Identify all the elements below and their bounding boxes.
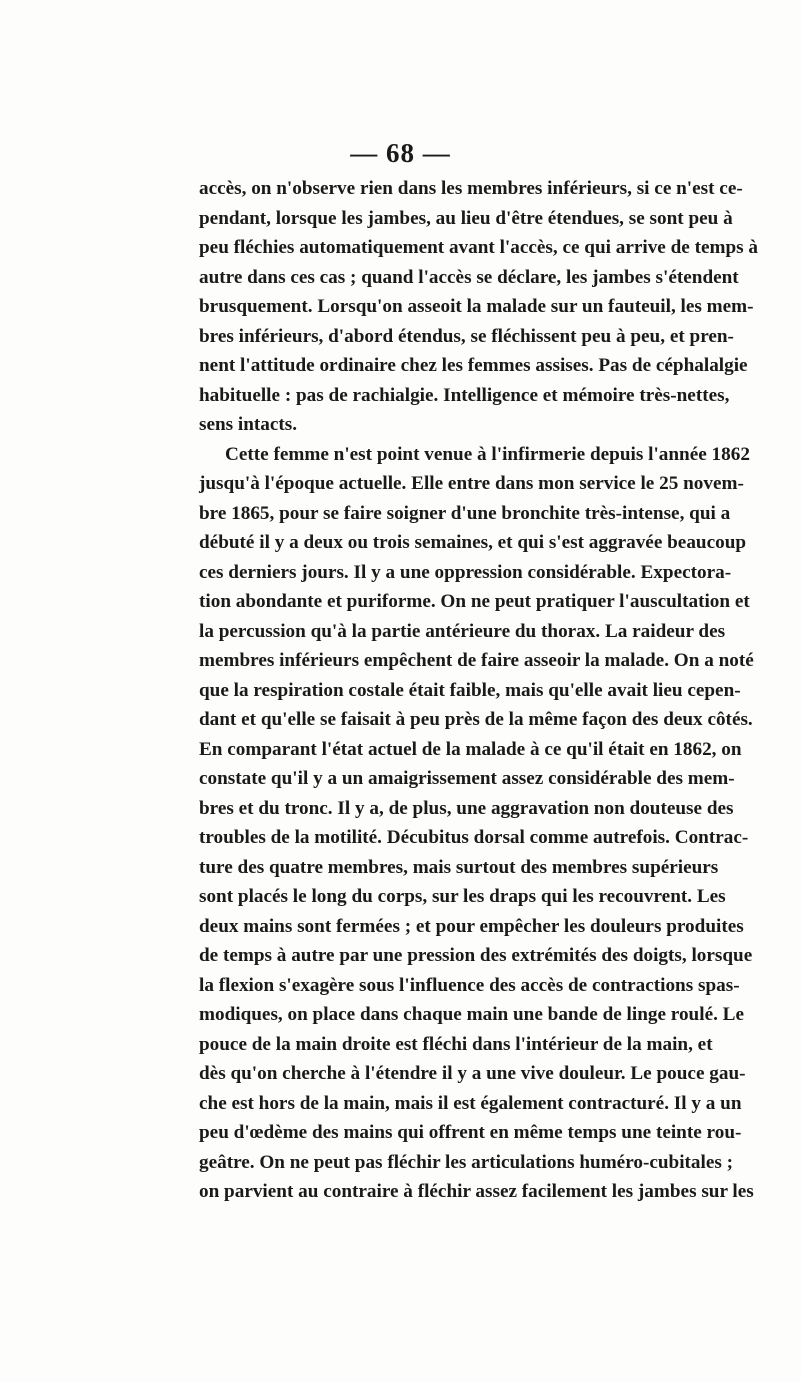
text-line: modiques, on place dans chaque main une bande de linge roulé. Le — [199, 1004, 744, 1025]
text-line: habituelle : pas de rachialgie. Intelligence et mémoire très-nettes, — [199, 384, 730, 406]
text-line: la flexion s'exagère sous l'influence des accès de contractions spas- — [199, 974, 740, 996]
text-line: ces derniers jours. Il y a une oppression considérable. Expectora- — [199, 561, 732, 583]
text-line: bre 1865, pour se faire soigner d'une bronchite très-intense, qui a — [199, 502, 731, 524]
text-line: constate qu'il y a un amaigrissement assez considérable des mem- — [199, 768, 735, 789]
text-line: brusquement. Lorsqu'on asseoit la malade sur un fauteuil, les mem- — [199, 296, 754, 317]
text-line: accès, on n'observe rien dans les membres inférieurs, si ce n'est ce- — [199, 178, 743, 199]
text-line: pendant, lorsque les jambes, au lieu d'être étendues, se sont peu à — [199, 207, 733, 229]
text-line: Cette femme n'est point venue à l'infirmerie depuis l'année 1862 — [225, 443, 750, 465]
text-line: En comparant l'état actuel de la malade à ce qu'il était en 1862, on — [199, 738, 742, 760]
text-line: que la respiration costale était faible, mais qu'elle avait lieu cepen- — [199, 679, 741, 701]
text-line: nent l'attitude ordinaire chez les femmes assises. Pas de céphalalgie — [199, 355, 748, 376]
text-line: dès qu'on cherche à l'étendre il y a une vive douleur. Le pouce gau- — [199, 1063, 746, 1084]
text-line: la percussion qu'à la partie antérieure du thorax. La raideur des — [199, 620, 726, 642]
text-line: ture des quatre membres, mais surtout des membres supérieurs — [199, 856, 719, 878]
text-line: sont placés le long du corps, sur les draps qui les recouvrent. Les — [199, 886, 726, 907]
text-line: deux mains sont fermées ; et pour empêcher les douleurs produites — [199, 915, 744, 937]
text-line: membres inférieurs empêchent de faire asseoir la malade. On a noté — [199, 650, 754, 671]
text-line: che est hors de la main, mais il est également contracturé. Il y a un — [199, 1092, 742, 1114]
text-line: dant et qu'elle se faisait à peu près de la même façon des deux côtés. — [199, 709, 753, 730]
body-text — [199, 174, 759, 1207]
text-line: de temps à autre par une pression des extrémités des doigts, lorsque — [199, 945, 753, 966]
text-line: peu fléchies automatiquement avant l'accès, ce qui arrive de temps à — [199, 237, 759, 258]
text-line: peu d'œdème des mains qui offrent en même temps une teinte rou- — [199, 1122, 742, 1143]
text-line: tion abondante et puriforme. On ne peut pratiquer l'auscultation et — [199, 591, 750, 612]
page-number: — 68 — — [350, 138, 451, 168]
text-line: autre dans ces cas ; quand l'accès se déclare, les jambes s'étendent — [199, 266, 739, 288]
text-line: troubles de la motilité. Décubitus dorsal comme autrefois. Contrac- — [199, 827, 749, 848]
text-line: geâtre. On ne peut pas fléchir les articulations huméro-cubitales ; — [199, 1151, 734, 1173]
text-line: bres et du tronc. Il y a, de plus, une aggravation non douteuse des — [199, 797, 734, 819]
text-line: on parvient au contraire à fléchir assez facilement les jambes sur les — [199, 1181, 754, 1202]
text-line: débuté il y a deux ou trois semaines, et qui s'est aggravée beaucoup — [199, 532, 747, 553]
text-line: jusqu'à l'époque actuelle. Elle entre dans mon service le 25 novem- — [199, 473, 744, 494]
text-line: pouce de la main droite est fléchi dans l'intérieur de la main, et — [199, 1033, 713, 1055]
text-line: bres inférieurs, d'abord étendus, se fléchissent peu à peu, et pren- — [199, 325, 734, 347]
text-line: sens intacts. — [199, 414, 298, 435]
